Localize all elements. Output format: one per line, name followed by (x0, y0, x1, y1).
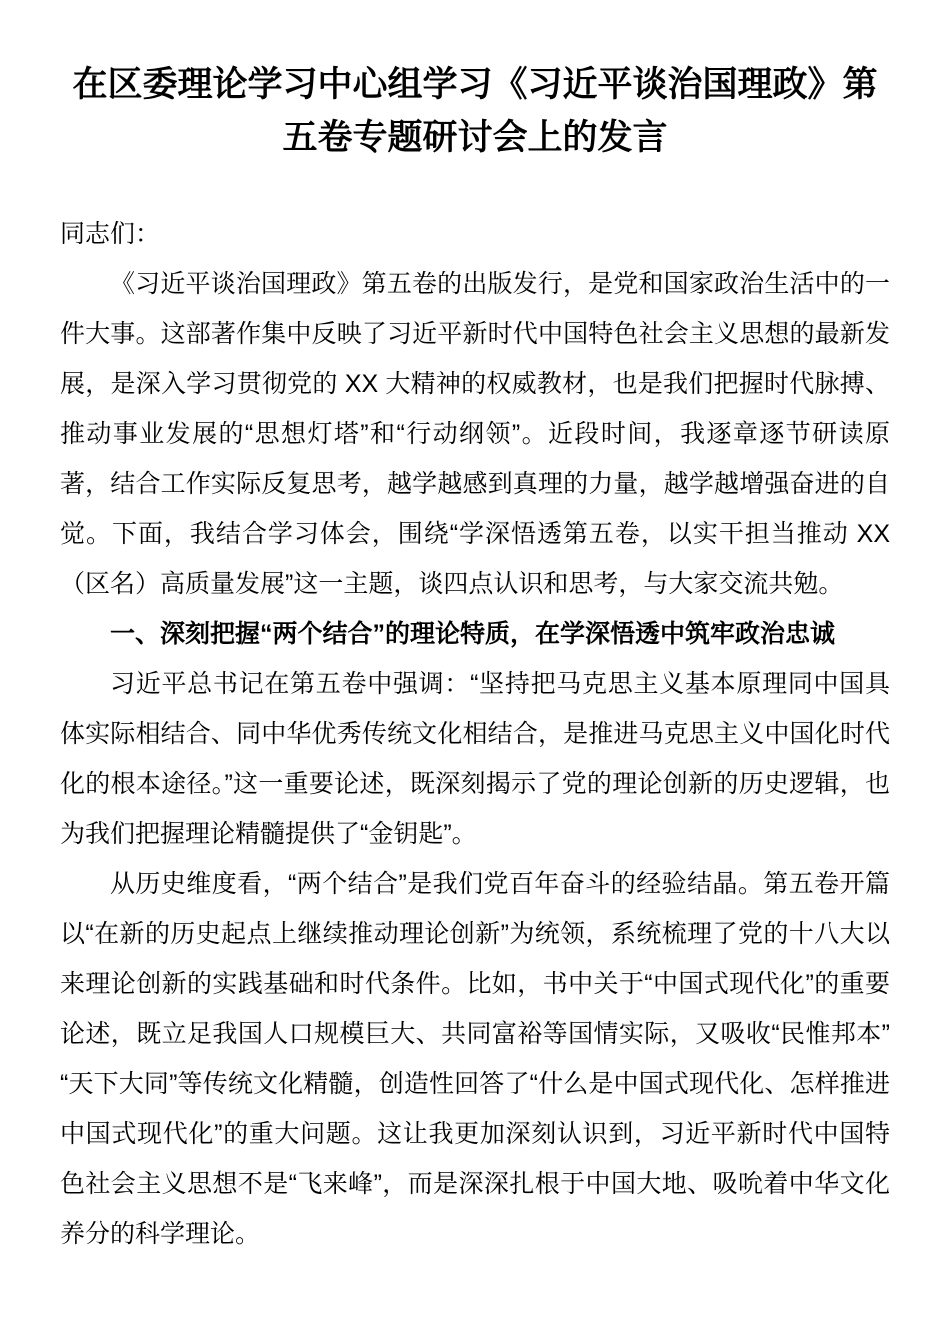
paragraph: 习近平总书记在第五卷中强调：“坚持把马克思主义基本原理同中国具体实际相结合、同中华优秀传统文化相结合，是推进马克思主义中国化时代化的根本途径。”这一重要论述，既深刻揭示了党的理论创新的历史逻辑，也为我们把握理论精髓提供了“金钥匙”。 (60, 670, 890, 848)
document-title: 在区委理论学习中心组学习《习近平谈治国理政》第五卷专题研讨会上的发言 (72, 65, 878, 157)
salutation: 同志们： (60, 220, 161, 248)
paragraph: 《习近平谈治国理政》第五卷的出版发行，是党和国家政治生活中的一件大事。这部著作集中反映了习近平新时代中国特色社会主义思想的最新发展，是深入学习贯彻党的 XX 大精神的权威教材，也是我们把握时代脉搏、推动事业发展的“思想灯塔”和“行动纲领”。近段时间，我逐章逐节研读原著，结合工作实际反复思考，越学越感到真理的力量，越学越增强奋进的自觉。下面，我结合学习体会，围绕“学深悟透第五卷，以实干担当推动 XX（区名）高质量发展”这一主题，谈四点认识和思考，与大家交流共勉。 (60, 270, 890, 598)
section-heading: 一、深刻把握“两个结合”的理论特质，在学深悟透中筑牢政治忠诚 (110, 620, 836, 648)
paragraph: 从历史维度看，“两个结合”是我们党百年奋斗的经验结晶。第五卷开篇以“在新的历史起点上继续推动理论创新”为统领，系统梳理了党的十八大以来理论创新的实践基础和时代条件。比如，书中关于“中国式现代化”的重要论述，既立足我国人口规模巨大、共同富裕等国情实际，又吸收“民惟邦本”“天下大同”等传统文化精髓，创造性回答了“什么是中国式现代化、怎样推进中国式现代化”的重大问题。这让我更加深刻认识到，习近平新时代中国特色社会主义思想不是“飞来峰”，而是深深扎根于中国大地、吸吮着中华文化养分的科学理论。 (60, 870, 890, 1248)
